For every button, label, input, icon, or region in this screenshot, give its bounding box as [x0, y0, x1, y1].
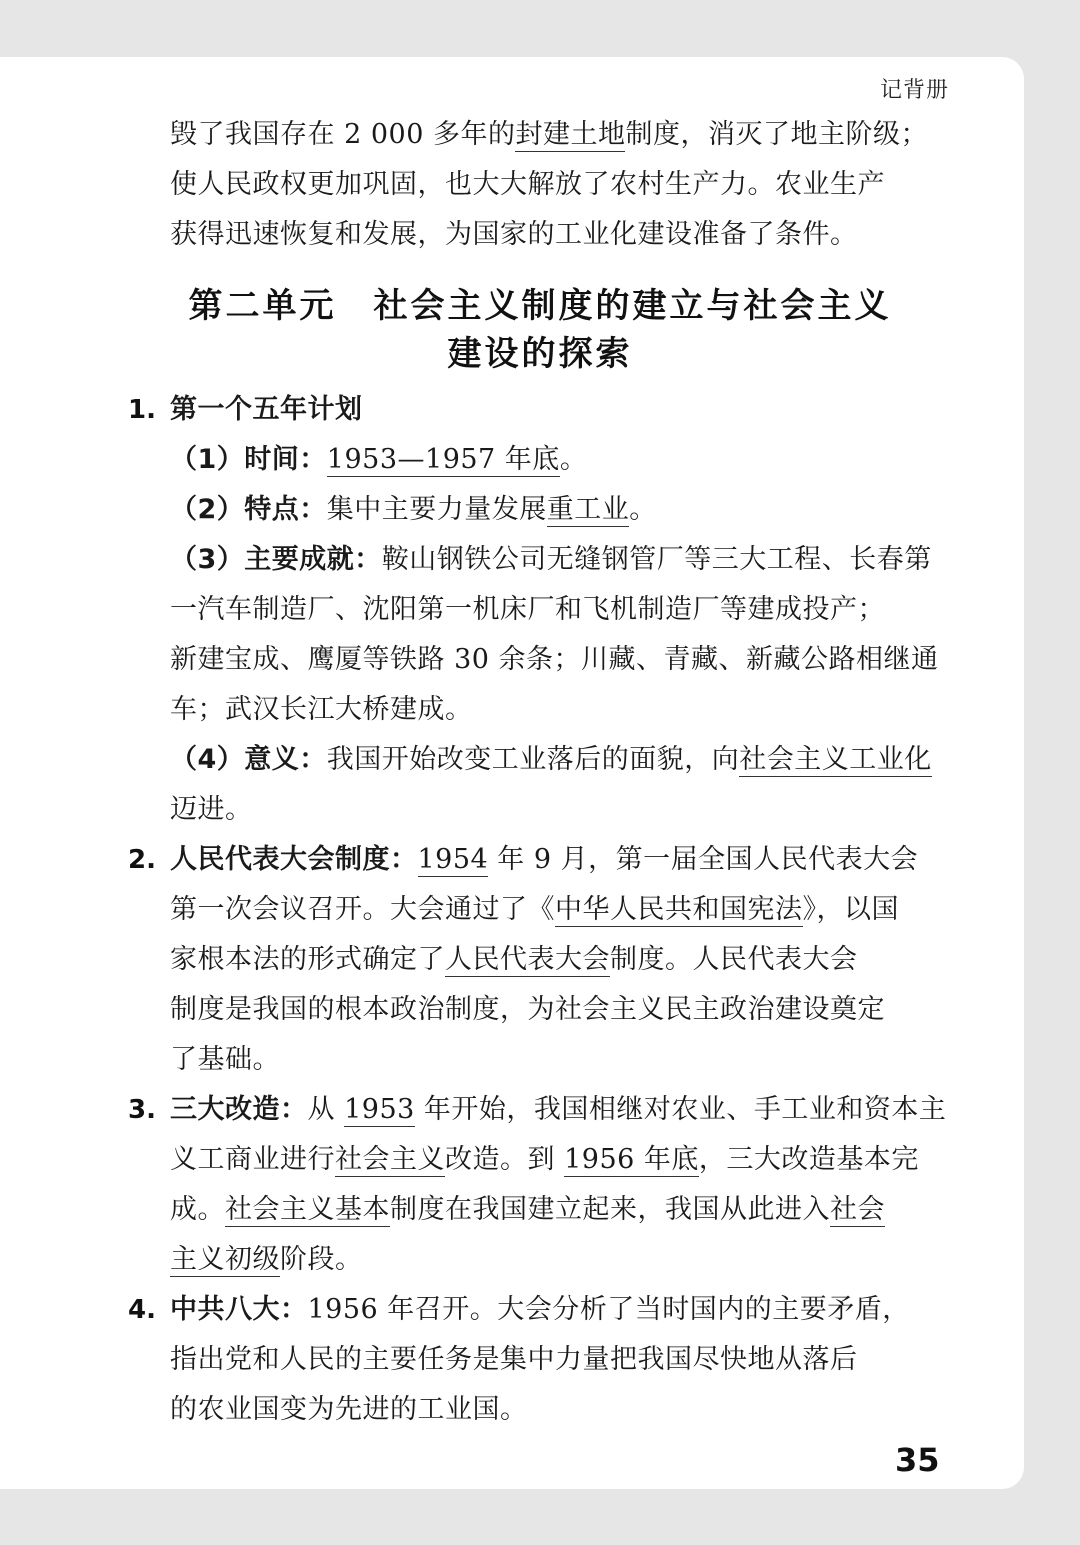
text-segment: 。: [629, 494, 657, 525]
text-segment: 阶段。: [280, 1244, 363, 1275]
text-segment: 》，以国: [802, 894, 899, 925]
text-segment: 制度在我国建立起来，我国从此进入: [390, 1194, 830, 1225]
intro-paragraph: [170, 110, 955, 260]
underlined-term: 1956 年底: [564, 1144, 699, 1175]
item1-point-4-line-1: [170, 735, 955, 785]
text-segment: 制度。人民代表大会: [610, 944, 858, 975]
item2-line-4: 制度是我国的根本政治制度，为社会主义民主政治建设奠定: [170, 994, 885, 1025]
item2-line-1: [170, 835, 955, 885]
item3-line-2: [170, 1135, 955, 1185]
item-number: 2.: [128, 845, 156, 875]
text-segment: 鞍山钢铁公司无缝钢管厂等三大工程、长春第: [381, 544, 932, 575]
item3-line-4: [170, 1235, 955, 1285]
text-segment: 我国开始改变工业落后的面貌，向: [326, 744, 740, 775]
item1-section: [170, 385, 955, 835]
item-number: 3.: [128, 1095, 156, 1125]
item1-point-3-line-3: 新建宝成、鹰厦等铁路 30 余条；川藏、青藏、新藏公路相继通: [170, 644, 939, 675]
intro-line-2: 使人民政权更加巩固，也大大解放了农村生产力。农业生产: [170, 169, 885, 200]
item-number: 4.: [128, 1295, 156, 1325]
text-segment: ，三大改造基本完: [698, 1144, 919, 1175]
text-segment: 制度，消灭了地主阶级；: [625, 119, 928, 150]
underlined-term: 重工业: [546, 494, 630, 525]
underlined-term: 社会主义基本: [225, 1194, 390, 1225]
point-label: （1）时间：: [170, 444, 327, 475]
text-segment: 第一次会议召开。大会通过了《: [170, 894, 555, 925]
item3-title: 三大改造：: [170, 1094, 308, 1125]
text-segment: 成。: [170, 1194, 225, 1225]
item3-line-1: [170, 1085, 955, 1135]
underlined-term: 中华人民共和国宪法: [555, 894, 803, 925]
item1-point-2: [170, 485, 955, 535]
underlined-term: 人民代表大会: [445, 944, 610, 975]
underlined-term: 1954: [417, 844, 489, 875]
item1-title: 第一个五年计划: [170, 394, 363, 425]
underlined-term: 1953—1957 年底: [326, 444, 560, 475]
item1-point-4-line-2: 迈进。: [170, 794, 253, 825]
text-segment: 年 9 月，第一届全国人民代表大会: [488, 844, 919, 875]
intro-line-3: 获得迅速恢复和发展，为国家的工业化建设准备了条件。: [170, 219, 858, 250]
item2-line-5: 了基础。: [170, 1044, 280, 1075]
item4-line-3: 的农业国变为先进的工业国。: [170, 1394, 528, 1425]
unit-title: [160, 282, 920, 378]
item2-line-3: [170, 935, 955, 985]
item1-point-1: [170, 435, 955, 485]
item3-section: [170, 1085, 955, 1285]
point-label: （2）特点：: [170, 494, 327, 525]
item-number: 1.: [128, 395, 156, 425]
item2-section: [170, 835, 955, 1085]
item2-line-2: [170, 885, 955, 935]
text-segment: 家根本法的形式确定了: [170, 944, 445, 975]
text-segment: 集中主要力量发展: [326, 494, 547, 525]
unit-title-line-1: 第二单元 社会主义制度的建立与社会主义: [188, 286, 892, 326]
item1-point-3-line-4: 车；武汉长江大桥建成。: [170, 694, 473, 725]
text-segment: 从: [307, 1094, 345, 1125]
underlined-term: 社会主义: [335, 1144, 445, 1175]
unit-title-line-2: 建设的探索: [447, 334, 633, 374]
text-segment: 。: [559, 444, 588, 475]
header-label: 记背册: [880, 78, 950, 103]
text-segment: 义工商业进行: [170, 1144, 335, 1175]
text-segment: 改造。到: [445, 1144, 565, 1175]
underlined-term: 封建土地: [515, 119, 626, 150]
text-segment: 1956 年召开。大会分析了当时国内的主要矛盾，: [307, 1294, 910, 1325]
item4-line-1: [170, 1285, 955, 1335]
item4-line-2: 指出党和人民的主要任务是集中力量把我国尽快地从落后: [170, 1344, 858, 1375]
item1-point-3-line-2: 一汽车制造厂、沈阳第一机床厂和飞机制造厂等建成投产；: [170, 594, 885, 625]
point-label: （4）意义：: [170, 744, 327, 775]
item4-section: [170, 1285, 955, 1435]
intro-line-1: [170, 110, 955, 160]
underlined-term: 主义初级: [170, 1244, 280, 1275]
underlined-term: 社会主义工业化: [739, 744, 932, 775]
point-label: （3）主要成就：: [170, 544, 382, 575]
item2-title: 人民代表大会制度：: [170, 844, 418, 875]
underlined-term: 1953: [344, 1094, 415, 1125]
text-segment: 年开始，我国相继对农业、手工业和资本主: [414, 1094, 947, 1125]
item4-title: 中共八大：: [170, 1294, 308, 1325]
item1-point-3-line-1: [170, 535, 955, 585]
item3-line-3: [170, 1185, 955, 1235]
text-segment: 毁了我国存在 2 000 多年的: [170, 119, 516, 150]
underlined-term: 社会: [830, 1194, 885, 1225]
page-number: 35: [895, 1441, 940, 1479]
